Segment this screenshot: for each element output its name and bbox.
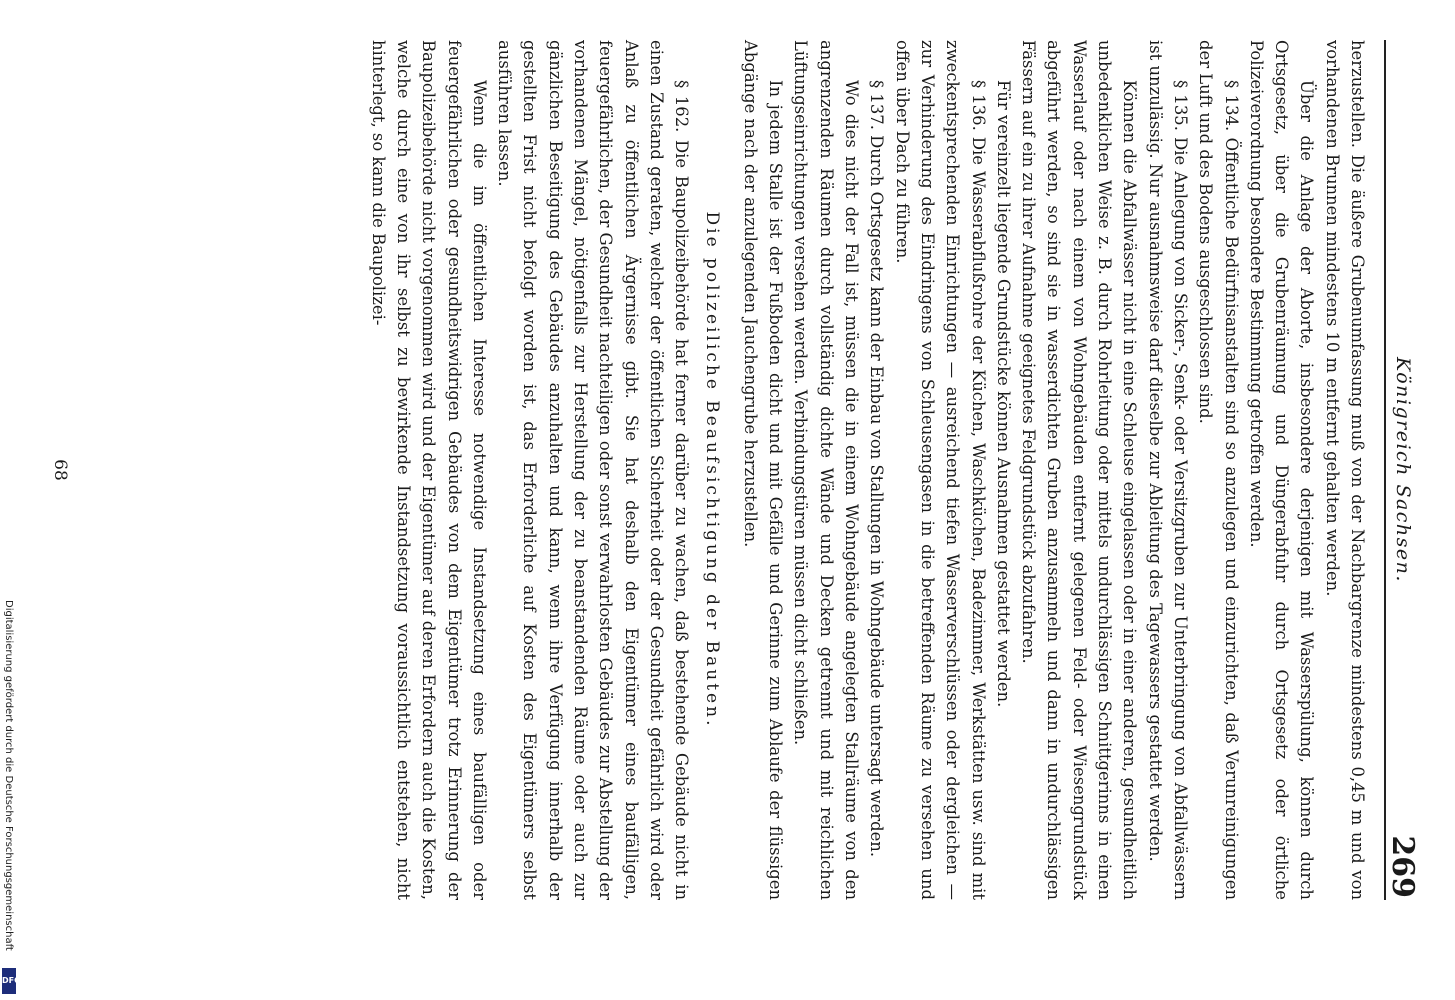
paragraph: Wenn die im öffentlichen Interesse notwendige Instandsetzung eines baufälligen oder feuergefährlichen oder gesundheitswidrigen Gebäudes von dem Eigentümer trotz Erinnerung der Baupolizeibehörde nicht vorgenommen wird und der Eigentümer auf deren Erfordern auch die Kosten, welche durch eine von ihr selbst zu bewirkende Instandsetzung voraussichtlich entstehen, nicht hinterlegt, so kann die Baupolizei- — [368, 40, 489, 900]
digitization-stamp-text: Digitalisierung gefördert durch die Deutsche Forschungsgemeinschaft — [3, 600, 14, 951]
header-rule — [1384, 40, 1386, 900]
paragraph: § 135. Die Anlegung von Sicker-, Senk- oder Versitzgruben zur Unterbringung von Abfallwässern ist unzulässig. Nur ausnahmsweise darf dieselbe zur Ableitung des Tagewassers gestattet werden. — [1145, 40, 1190, 900]
page-header — [1376, 40, 1420, 900]
section-heading: Die polizeiliche Beaufsichtigung der Bauten. — [701, 211, 722, 729]
paragraph-group-after-heading — [365, 40, 694, 900]
paragraph-group-before-heading — [738, 40, 1370, 900]
paragraph: herzustellen. Die äußere Grubenumfassung muß von der Nachbargrenze mindestens 0,45 m und von vorhandenen Brunnen mindestens 10 m entfernt gehalten werden. — [1322, 40, 1367, 900]
paragraph: § 136. Die Wasserabflußrohre der Küchen, Waschküchen, Badezimmer, Werkstätten usw. sind mit zweckentsprechenden Einrichtungen — ausreichend tiefen Wasserverschlüssen oder dergleichen — zur Verhinderung des Eindringens von Schleusengasen in die betreffenden Räume zu versehen und offen über Dach zu führen. — [892, 40, 988, 900]
page-number: 269 — [1385, 835, 1420, 898]
paragraph: Können die Abfallwässer nicht in eine Schleuse eingelassen oder in einer anderen, gesundheitlich unbedenklichen Weise z. B. durch Rohrleitung oder mittels undurchlässigen Schnittgerinns in einen Wasserlauf oder nach einem von Wohngebäuden entfernt gelegenen Feld- oder Wiesengrundstück abgeführt werden, so sind sie in wasserdichten Gruben anzusammeln und dann in undurchlässigen Fässern auf ein zu ihrer Aufnahme geeignetes Feldgrundstück abzufahren. — [1019, 40, 1140, 900]
paragraph: In jedem Stalle ist der Fußboden dicht und mit Gefälle und Gerinne zum Ablaufe der flüssigen Abgänge nach der anzulegenden Jauchengrube herzustellen. — [740, 40, 786, 900]
paragraph: Für vereinzelt liegende Grundstücke können Ausnahmen gestattet werden. — [993, 80, 1013, 708]
paragraph: § 137. Durch Ortsgesetz kann der Einbau von Stallungen in Wohngebäude untersagt werden. — [867, 80, 887, 858]
paragraph: Wo dies nicht der Fall ist, müssen die in einem Wohngebäude angelegten Stallräume von den angrenzenden Räumen durch vollständig dichte Wände und Decken getrennt und mit reichlichen Lüftungseinrichtungen versehen werden. Verbindungstüren müssen dicht schließen. — [791, 40, 862, 900]
signature-mark: 68 — [50, 459, 70, 481]
dfg-logo: DFG — [2, 968, 16, 994]
paragraph: Über die Anlage der Aborte, insbesondere derjenigen mit Wasserspülung, können durch Ortsgesetz, über die Grubenräumung und Düngerabfuhr durch Ortsgesetz oder örtliche Polizeiverordnung besondere Bestimmung getroffen werden. — [1246, 40, 1317, 900]
digitization-stamp — [1, 600, 21, 995]
paragraph: § 134. Öffentliche Bedürfnisanstalten sind so anzulegen und einzurichten, daß Verunreinigungen der Luft und des Bodens ausgeschlossen sind. — [1196, 40, 1241, 900]
page-body — [365, 40, 1370, 900]
paragraph: § 162. Die Baupolizeibehörde hat ferner darüber zu wachen, daß bestehende Gebäude nicht in einen Zustand geraten, welcher der öffentlichen Sicherheit oder der Gesundheit gefährlich wird oder Anlaß zu öffentlichen Ärgernisse gibt. Sie hat deshalb den Eigentümer eines baufälligen, feuergefährlichen, der Gesundheit nachteiligen oder sonst verwahrlosten Gebäudes zur Abstellung der vorhandenen Mängel, nötigenfalls zur Herstellung der zu beanstandenden Räume oder auch zur gänzlichen Beseitigung des Gebäudes anzuhalten und kann, wenn ihre Verfügung innerhalb der gestellten Frist nicht befolgt worden ist, das Erforderliche auf Kosten des Eigentümers selbst ausführen lassen. — [495, 40, 692, 900]
running-head: Königreich Sachsen. — [1392, 357, 1414, 583]
rotated-page-content — [20, 40, 1420, 900]
